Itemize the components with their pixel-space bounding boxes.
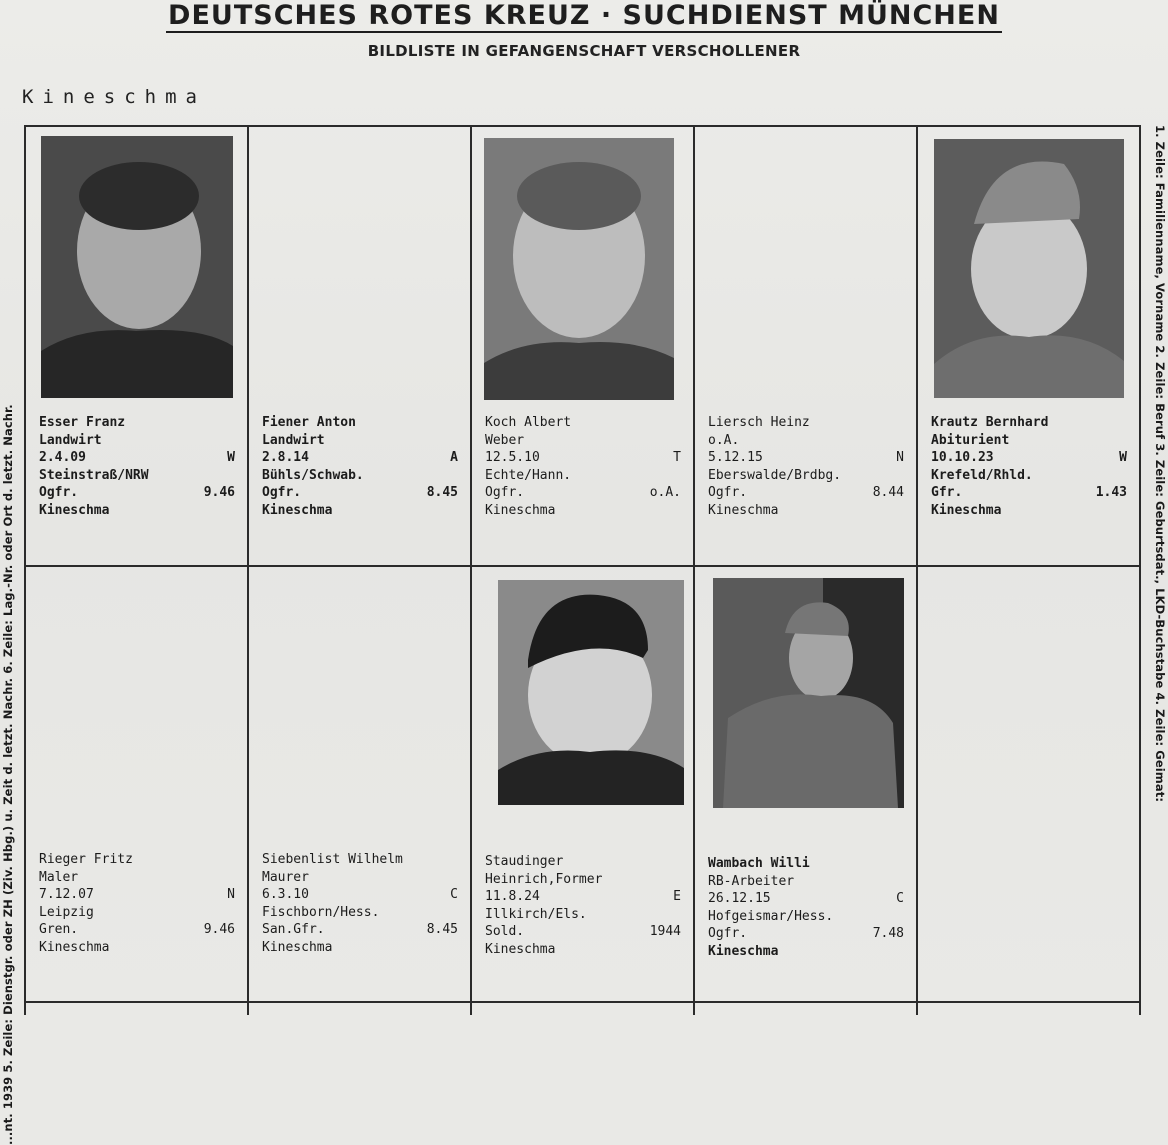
portrait-photo xyxy=(713,578,904,808)
side-legend-left: ...nt. 1939 5. Zeile: Dienstgr. oder ZH (Ziv. Hbg.) u. Zeit d. letzt. Nachr. 6. Zeile: Lag.-Nr. oder Ort d. letzt. Nachr. xyxy=(1,404,15,1145)
card-date: 1.43 xyxy=(1095,485,1127,500)
card-profession: Weber xyxy=(485,432,525,448)
card-camp: Kineschma xyxy=(262,502,333,518)
card-home: Fischborn/Hess. xyxy=(262,904,380,920)
grid-line xyxy=(916,1001,918,1015)
card-home: Bühls/Schwab. xyxy=(262,467,364,483)
card-birthdate: 12.5.10 xyxy=(485,450,540,465)
grid-line xyxy=(247,1001,249,1015)
card-rank: Ogfr. xyxy=(39,485,79,500)
card-home: Echte/Hann. xyxy=(485,467,572,483)
card-home: Steinstraß/NRW xyxy=(39,467,149,483)
card-letter: W xyxy=(1119,450,1127,465)
card-name: Rieger Fritz xyxy=(39,852,133,867)
card-letter: A xyxy=(450,450,458,465)
card-profession: o.A. xyxy=(708,432,740,448)
card-letter: C xyxy=(450,887,458,902)
card-letter: N xyxy=(227,887,235,902)
card xyxy=(24,565,249,1003)
card-name: Liersch Heinz xyxy=(708,415,810,430)
card-rank: Ogfr. xyxy=(708,926,748,941)
card-name: Wambach Willi xyxy=(708,856,810,871)
card-date: 8.45 xyxy=(426,922,458,937)
card-date: 1944 xyxy=(649,924,681,939)
card-letter: W xyxy=(227,450,235,465)
camp-name: Kineschma xyxy=(22,86,206,108)
card xyxy=(693,565,918,1003)
card-birthdate: 11.8.24 xyxy=(485,889,540,904)
card-letter: T xyxy=(673,450,681,465)
portrait-photo xyxy=(41,136,233,398)
card-date: 8.45 xyxy=(426,485,458,500)
card-name: Esser Franz xyxy=(39,415,126,430)
card-camp: Kineschma xyxy=(39,502,110,518)
card xyxy=(24,125,249,567)
card xyxy=(693,125,918,567)
card xyxy=(916,125,1139,567)
card-camp: Kineschma xyxy=(39,939,110,955)
portrait-photo xyxy=(934,139,1124,398)
card-name: Krautz Bernhard xyxy=(931,415,1049,430)
card-date: 7.48 xyxy=(872,926,904,941)
card-camp: Kineschma xyxy=(931,502,1002,518)
card-home: Illkirch/Els. xyxy=(485,906,587,922)
grid-line xyxy=(470,1001,472,1015)
portrait-photo xyxy=(498,580,684,805)
card-name: Siebenlist Wilhelm xyxy=(262,852,403,867)
portrait-photo xyxy=(484,138,674,400)
card-birthdate: 6.3.10 xyxy=(262,887,309,902)
card-rank: Ogfr. xyxy=(485,485,525,500)
card-name: Fiener Anton xyxy=(262,415,356,430)
card-rank: Gren. xyxy=(39,922,79,937)
page-title: DEUTSCHES ROTES KREUZ · SUCHDIENST MÜNCHEN xyxy=(168,0,1000,31)
card xyxy=(470,125,695,567)
card-camp: Kineschma xyxy=(485,502,556,518)
card-birthdate: 2.8.14 xyxy=(262,450,309,465)
card-camp: Kineschma xyxy=(262,939,333,955)
page-subtitle: BILDLISTE IN GEFANGENSCHAFT VERSCHOLLENER xyxy=(367,42,801,60)
card-letter: N xyxy=(896,450,904,465)
card-empty xyxy=(916,565,1139,1003)
card-date: 9.46 xyxy=(203,922,235,937)
card-camp: Kineschma xyxy=(485,941,556,957)
card xyxy=(247,125,472,567)
card-camp: Kineschma xyxy=(708,502,779,518)
card-profession: Landwirt xyxy=(262,432,325,448)
card-profession: Abiturient xyxy=(931,432,1010,448)
card xyxy=(247,565,472,1003)
grid-line xyxy=(693,1001,695,1015)
card-home: Krefeld/Rhld. xyxy=(931,467,1033,483)
card-home: Leipzig xyxy=(39,904,94,920)
card-rank: Gfr. xyxy=(931,485,963,500)
card-birthdate: 7.12.07 xyxy=(39,887,94,902)
card-profession: Maurer xyxy=(262,869,309,885)
card-camp: Kineschma xyxy=(708,943,779,959)
card-profession: Maler xyxy=(39,869,79,885)
card-profession: Heinrich,Former xyxy=(485,871,603,887)
card-rank: Ogfr. xyxy=(708,485,748,500)
card-birthdate: 10.10.23 xyxy=(931,450,994,465)
card-rank: Ogfr. xyxy=(262,485,302,500)
card-date: 9.46 xyxy=(203,485,235,500)
card-rank: Sold. xyxy=(485,924,525,939)
card-name: Koch Albert xyxy=(485,415,572,430)
card-letter: C xyxy=(896,891,904,906)
card-birthdate: 5.12.15 xyxy=(708,450,763,465)
card-profession: RB-Arbeiter xyxy=(708,873,795,889)
card-profession: Landwirt xyxy=(39,432,102,448)
card-name: Staudinger xyxy=(485,854,564,869)
card-home: Hofgeismar/Hess. xyxy=(708,908,834,924)
card-letter: E xyxy=(673,889,681,904)
card xyxy=(470,565,695,1003)
card-date: o.A. xyxy=(649,485,681,500)
card-rank: San.Gfr. xyxy=(262,922,325,937)
card-home: Eberswalde/Brdbg. xyxy=(708,467,842,483)
card-birthdate: 2.4.09 xyxy=(39,450,86,465)
side-legend-right: 1. Zeile: Familienname, Vorname 2. Zeile: Beruf 3. Zeile: Geburtsdat., LKD-Buchstabe 4. Zeile: Geimat: xyxy=(1153,125,1167,803)
card-birthdate: 26.12.15 xyxy=(708,891,771,906)
card-date: 8.44 xyxy=(872,485,904,500)
